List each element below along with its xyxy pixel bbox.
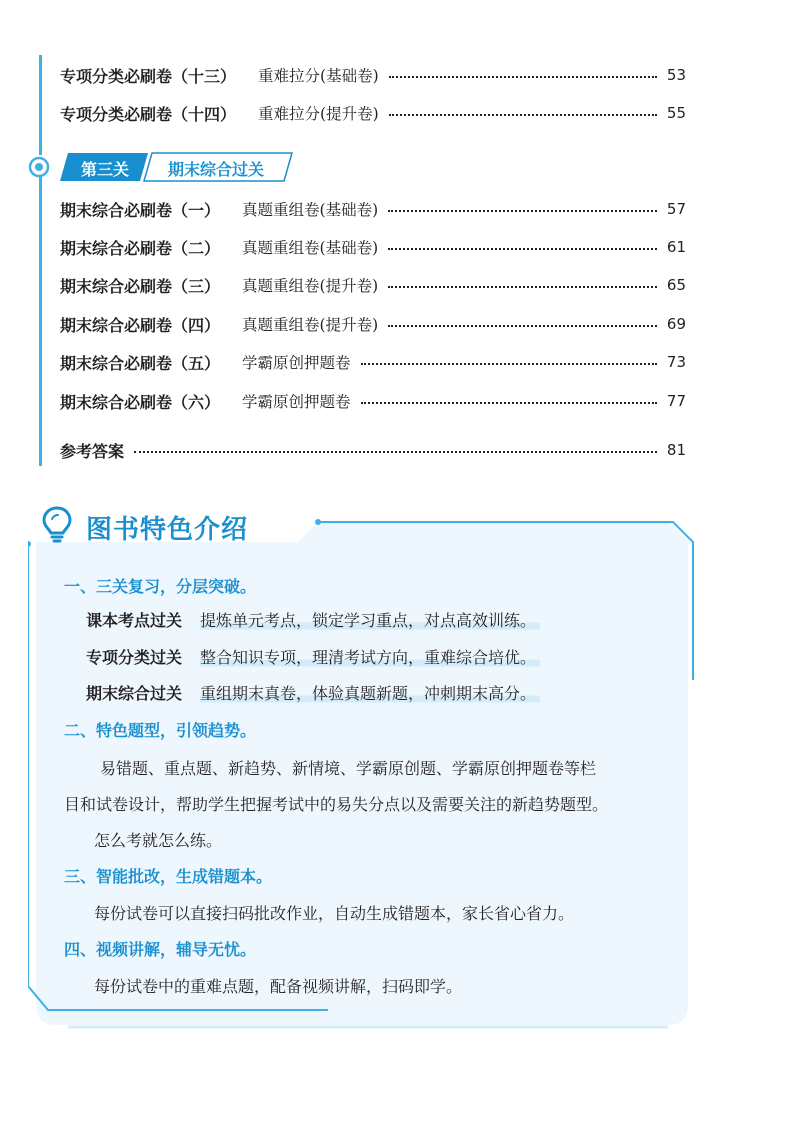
feature-title: 图书特色介绍 [86,515,249,545]
feature-item-value: 重组期末真卷，体验真题新题，冲刺期末高分。 [200,681,540,704]
feature-item [86,608,540,631]
feature-paragraph: 目和试卷设计，帮助学生把握考试中的易失分点以及需要关注的新趋势题型。 [64,795,609,814]
toc-page-number: 57 [666,200,686,218]
feature-item [86,681,540,704]
feature-heading: 二、特色题型，引领趋势。 [64,721,257,740]
section-tag-label: 第三关 [80,160,129,179]
toc-label: 参考答案 [60,441,125,461]
toc-label: 期末综合必刷卷（二） [60,238,221,258]
toc-label: 期末综合必刷卷（五） [60,353,221,373]
toc-label: 专项分类必刷卷（十三） [60,66,237,86]
feature-paragraph: 每份试卷可以直接扫码批改作业，自动生成错题本，家长省心省力。 [94,904,575,923]
toc-subtitle: 重难拉分(提升卷) [258,105,379,123]
toc-page-number: 81 [666,441,686,459]
feature-item [86,645,540,668]
toc-subtitle: 真题重组卷(基础卷) [242,239,379,257]
toc-leader-dots [361,402,657,404]
toc-row-answers[interactable] [60,435,686,465]
toc-subtitle: 学霸原创押题卷 [242,393,351,411]
toc-leader-dots [389,76,657,78]
toc-row[interactable] [60,194,686,224]
toc-side-line [39,176,42,466]
toc-row[interactable] [60,60,686,90]
toc-page-number: 77 [666,392,686,410]
toc-subtitle: 真题重组卷(提升卷) [242,277,379,295]
toc-leader-dots [388,286,657,288]
section-ring-icon [28,156,50,178]
toc-page-number: 53 [666,66,686,84]
toc-row[interactable] [60,232,686,262]
toc-page-number: 65 [666,276,686,294]
toc-label: 期末综合必刷卷（四） [60,315,221,335]
feature-paragraph: 每份试卷中的重难点题，配备视频讲解，扫码即学。 [94,977,463,996]
feature-paragraph: 易错题、重点题、新趋势、新情境、学霸原创题、学霸原创押题卷等栏 [100,759,597,778]
feature-item-key: 课本考点过关 [86,611,183,630]
toc-page-number: 73 [666,353,686,371]
toc-row[interactable] [60,347,686,377]
toc-subtitle: 真题重组卷(基础卷) [242,201,379,219]
feature-heading: 四、视频讲解，辅导无忧。 [64,940,257,959]
toc-subtitle: 真题重组卷(提升卷) [242,316,379,334]
toc-page-number: 55 [666,104,686,122]
toc-side-line [39,55,42,155]
lightbulb-icon [40,505,74,545]
toc-leader-dots [361,363,657,365]
toc-row[interactable] [60,386,686,416]
toc-row[interactable] [60,270,686,300]
feature-item-key: 专项分类过关 [86,648,183,667]
feature-item-value: 提炼单元考点，锁定学习重点，对点高效训练。 [200,608,540,631]
toc-label: 专项分类必刷卷（十四） [60,104,237,124]
toc-subtitle: 学霸原创押题卷 [242,354,351,372]
toc-subtitle: 重难拉分(基础卷) [258,67,379,85]
toc-row[interactable] [60,98,686,128]
toc-page-number: 69 [666,315,686,333]
toc-leader-dots [388,325,657,327]
feature-paragraph: 怎么考就怎么练。 [94,831,223,850]
section-header [60,152,300,182]
feature-item-key: 期末综合过关 [86,684,183,703]
toc-leader-dots [134,451,657,453]
toc-leader-dots [388,248,657,250]
toc-row[interactable] [60,309,686,339]
toc-leader-dots [388,210,657,212]
feature-heading: 一、三关复习，分层突破。 [64,577,257,596]
toc-label: 期末综合必刷卷（一） [60,200,221,220]
toc-leader-dots [389,114,657,116]
toc-label: 期末综合必刷卷（六） [60,392,221,412]
toc-label: 期末综合必刷卷（三） [60,276,221,296]
feature-heading: 三、智能批改，生成错题本。 [64,867,273,886]
toc-page-number: 61 [666,238,686,256]
section-title: 期末综合过关 [167,160,264,179]
feature-item-value: 整合知识专项，理清考试方向，重难综合培优。 [200,645,540,668]
